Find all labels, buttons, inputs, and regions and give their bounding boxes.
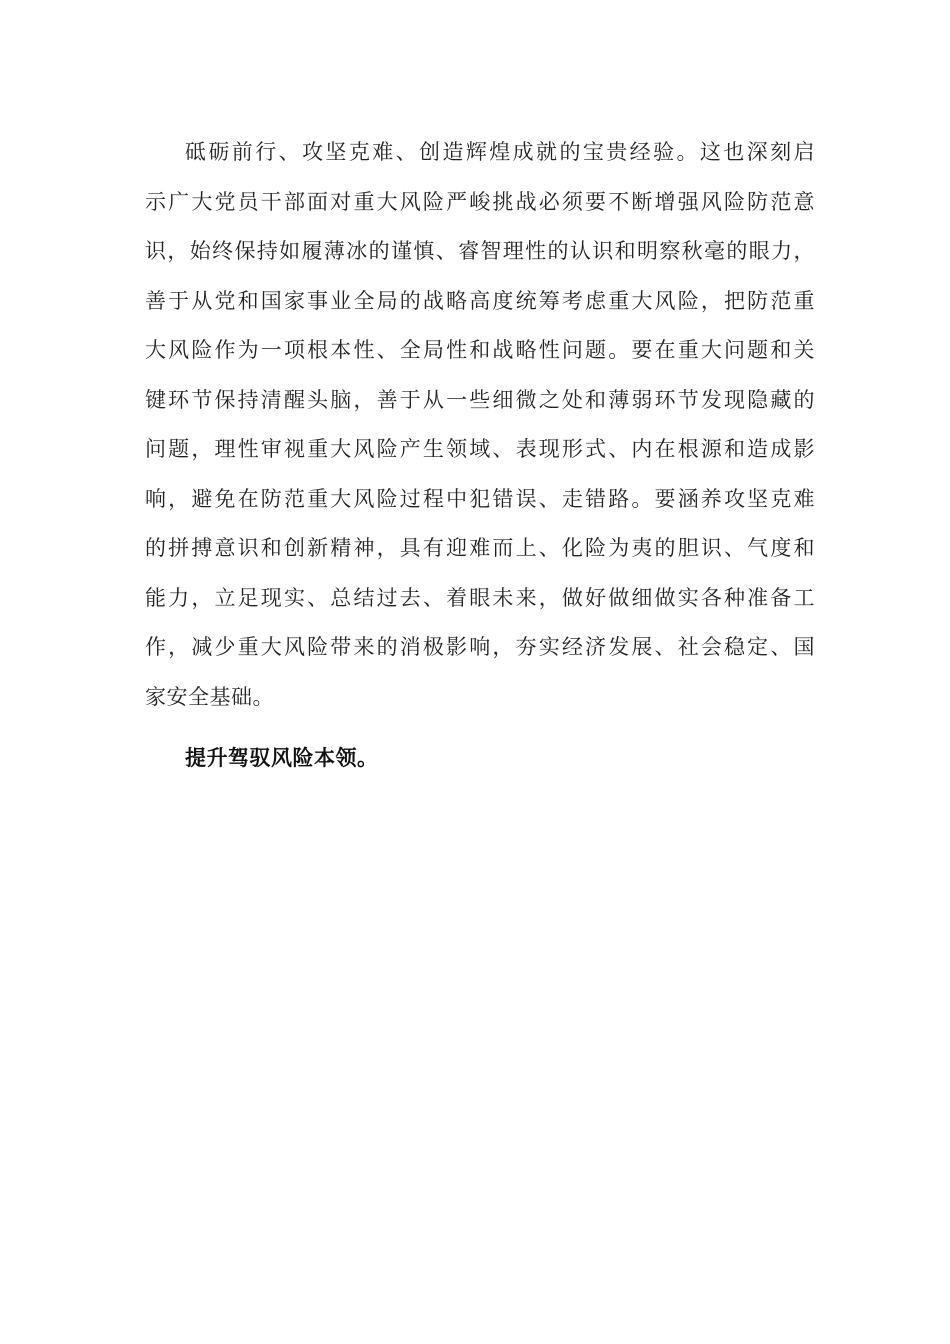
paragraph-line: 示广大党员干部面对重大风险严峻挑战必须要不断增强风险防范意 <box>145 189 815 214</box>
paragraph-line: 大风险作为一项根本性、全局性和战略性问题。要在重大问题和关 <box>145 338 815 362</box>
paragraph-line: 响，避免在防范重大风险过程中犯错误、走错路。要涵养攻坚克难 <box>145 486 815 511</box>
paragraph-line: 善于从党和国家事业全局的战略高度统筹考虑重大风险，把防范重 <box>145 288 815 313</box>
paragraph-line: 问题，理性审视重大风险产生领域、表现形式、内在根源和造成影 <box>145 437 815 461</box>
body-paragraph <box>145 132 815 726</box>
paragraph-line: 家安全基础。 <box>145 684 274 709</box>
section-heading: 提升驾驭风险本领。 <box>185 746 379 770</box>
paragraph-line: 作，减少重大风险带来的消极影响，夯实经济发展、社会稳定、国 <box>145 635 815 659</box>
paragraph-line: 砥砺前行、攻坚克难、创造辉煌成就的宝贵经验。这也深刻启 <box>185 140 815 164</box>
paragraph-line: 能力，立足现实、总结过去、着眼未来，做好做细做实各种准备工 <box>145 585 815 610</box>
paragraph-line: 识，始终保持如履薄冰的谨慎、睿智理性的认识和明察秋毫的眼力， <box>145 239 815 263</box>
paragraph-line: 的拼搏意识和创新精神，具有迎难而上、化险为夷的胆识、气度和 <box>145 536 815 560</box>
paragraph-line: 键环节保持清醒头脑，善于从一些细微之处和薄弱环节发现隐藏的 <box>145 387 815 412</box>
